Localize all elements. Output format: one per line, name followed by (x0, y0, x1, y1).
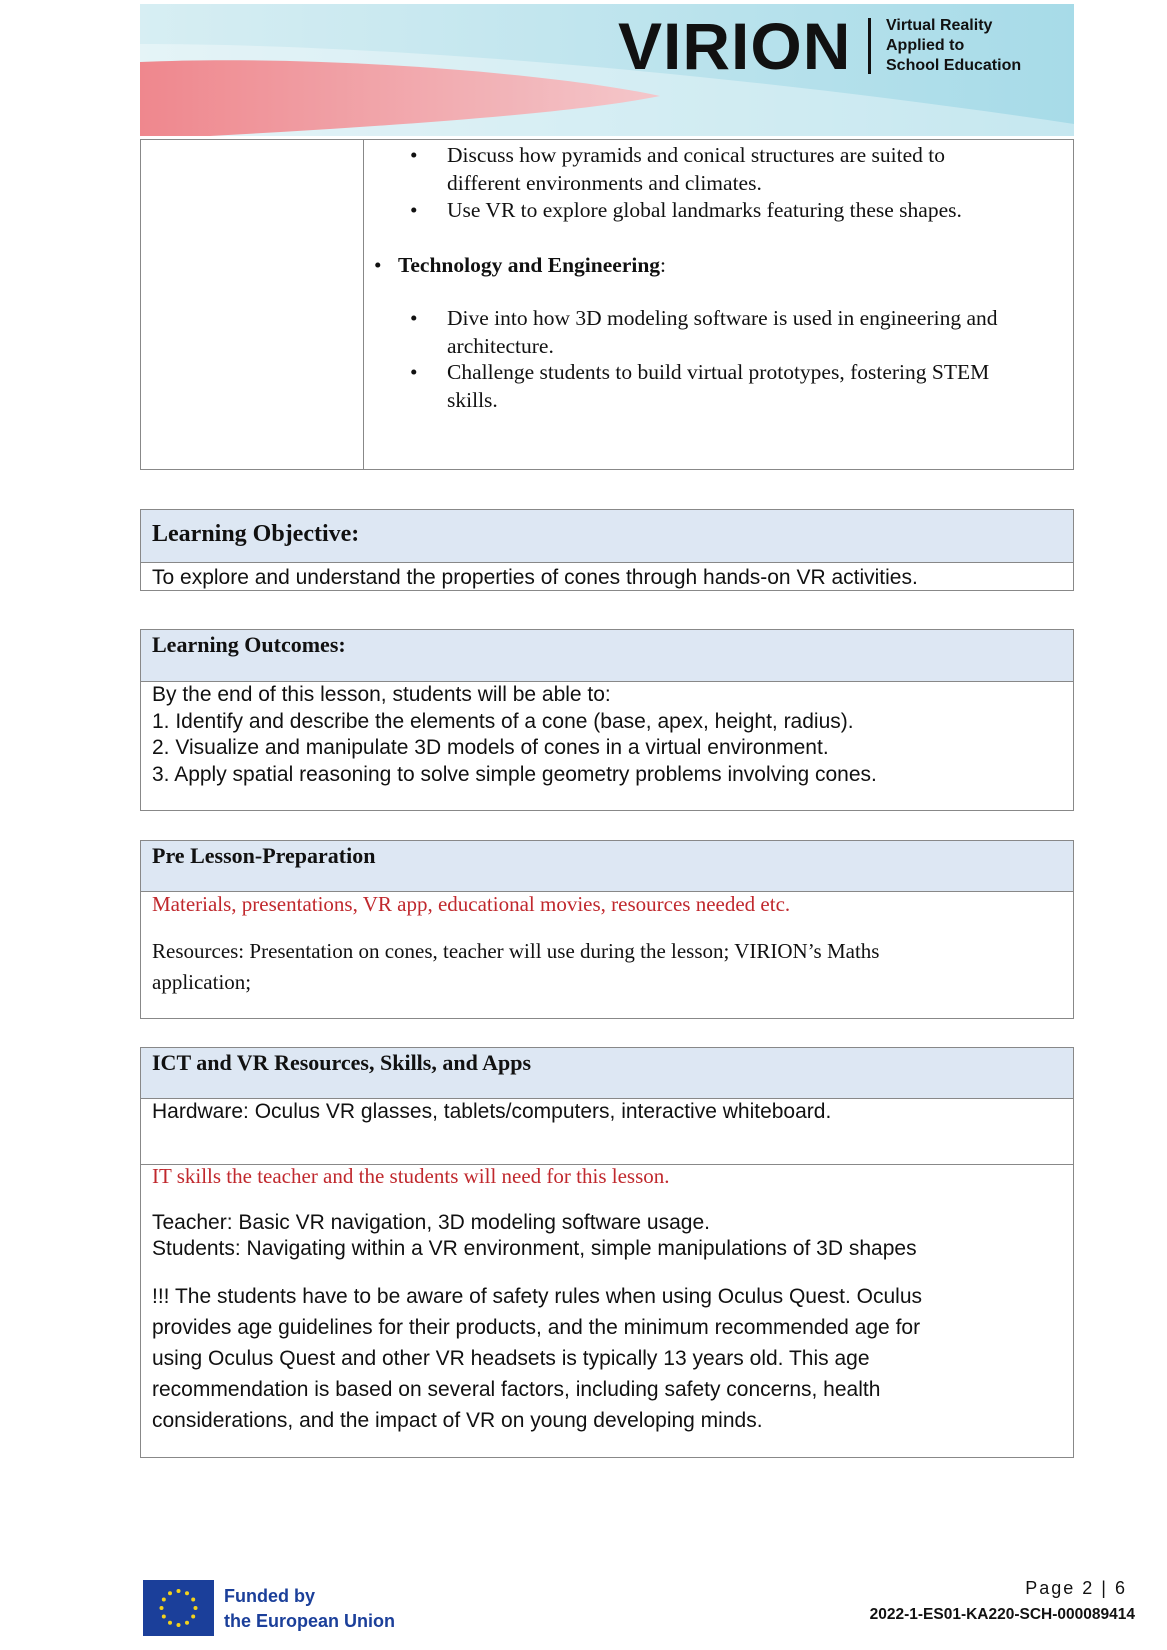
tech-heading: Technology and Engineering (398, 253, 661, 277)
section-title: ICT and VR Resources, Skills, and Apps (152, 1050, 532, 1075)
table-right-cell (364, 140, 1073, 469)
hardware-text: Hardware: Oculus VR glasses, tablets/computers, interactive whiteboard. (152, 1100, 832, 1123)
eu-flag-icon (143, 1580, 214, 1636)
section-header (141, 510, 1073, 563)
outcomes-intro: By the end of this lesson, students will be able to: (152, 683, 611, 706)
page-number: Page 2 | 6 (1025, 1578, 1127, 1598)
eu-funding-label (224, 1584, 395, 1634)
safety-text: provides age guidelines for their products, and the minimum recommended age for (152, 1316, 921, 1339)
section-header (141, 630, 1073, 682)
learning-objective-box (140, 509, 1074, 591)
tagline-line: Virtual Reality (886, 17, 993, 34)
learning-outcomes-box (140, 629, 1074, 811)
list-item-text: Challenge students to build virtual prototypes, fostering STEM (447, 360, 990, 384)
list-item-text: architecture. (447, 333, 554, 358)
bullet-icon: • (410, 306, 418, 330)
outcome-item: 1. Identify and describe the elements of a cone (base, apex, height, radius). (152, 710, 854, 733)
teacher-skills: Teacher: Basic VR navigation, 3D modeling software usage. (152, 1211, 710, 1234)
tagline (886, 16, 1021, 76)
skills-note: IT skills the teacher and the students will need for this lesson. (152, 1164, 670, 1188)
activities-table-continuation (140, 139, 1074, 470)
safety-text: using Oculus Quest and other VR headsets is typically 13 years old. This age (152, 1347, 870, 1370)
safety-text: considerations, and the impact of VR on young developing minds. (152, 1409, 763, 1432)
outcome-item: 2. Visualize and manipulate 3D models of cones in a virtual environment. (152, 736, 829, 759)
resources-text: Resources: Presentation on cones, teacher will use during the lesson; VIRION’s Maths (152, 939, 880, 963)
outcome-item: 3. Apply spatial reasoning to solve simple geometry problems involving cones. (152, 763, 877, 786)
eu-funding-line: Funded by (224, 1586, 315, 1606)
safety-text: !!! The students have to be aware of safety rules when using Oculus Quest. Oculus (152, 1285, 923, 1308)
bullet-icon: • (410, 360, 418, 384)
section-header (141, 1048, 1073, 1099)
ict-box (140, 1047, 1074, 1458)
section-title: Learning Outcomes: (152, 632, 346, 657)
section-header (141, 841, 1073, 892)
table-left-cell (141, 140, 364, 469)
bullet-icon: • (410, 198, 418, 222)
list-item-text: Discuss how pyramids and conical structures are suited to (447, 143, 945, 167)
resources-text: application; (152, 970, 252, 994)
section-title: Pre Lesson-Preparation (152, 843, 376, 868)
student-skills: Students: Navigating within a VR environment, simple manipulations of 3D shapes (152, 1237, 917, 1260)
eu-funding-line: the European Union (224, 1611, 395, 1631)
objective-text: To explore and understand the properties of cones through hands-on VR activities. (152, 566, 918, 589)
section-title: Learning Objective: (152, 521, 360, 547)
safety-text: recommendation is based on several factors, including safety concerns, health (152, 1378, 881, 1401)
virion-logo: VIRION (618, 9, 852, 83)
tech-colon: : (660, 253, 667, 277)
list-item-text: Use VR to explore global landmarks featuring these shapes. (447, 198, 962, 222)
tagline-line: Applied to (886, 37, 965, 54)
list-item-text: Dive into how 3D modeling software is used in engineering and (447, 306, 998, 330)
tagline-line: School Education (886, 57, 1022, 74)
bullet-icon: • (374, 253, 382, 277)
bullet-icon: • (410, 143, 418, 167)
materials-note: Materials, presentations, VR app, educational movies, resources needed etc. (152, 892, 791, 916)
logo-divider (868, 18, 871, 74)
list-item-text: skills. (447, 387, 498, 412)
header-banner (140, 4, 1074, 136)
pre-lesson-box (140, 840, 1074, 1019)
project-code: 2022-1-ES01-KA220-SCH-000089414 (869, 1606, 1135, 1623)
list-item-text: different environments and climates. (447, 170, 762, 195)
